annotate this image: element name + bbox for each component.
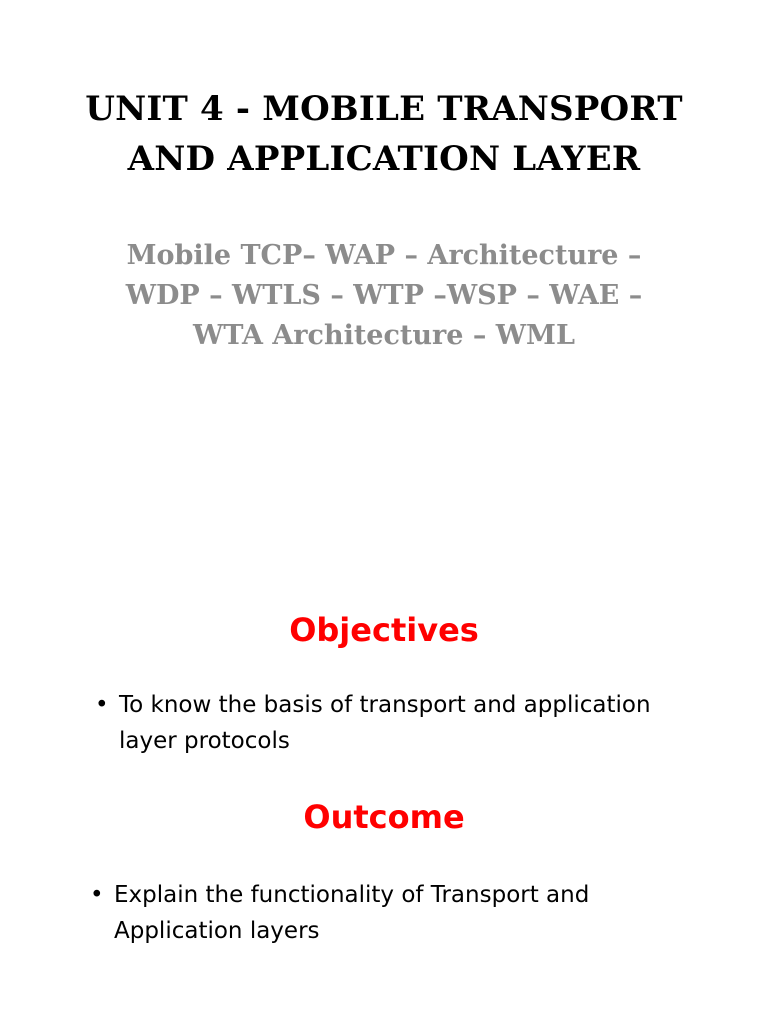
bullet-icon: • (90, 882, 104, 908)
slide-title-heading (0, 84, 768, 184)
subtitle-line-3: WTA Architecture – WML (193, 320, 575, 351)
subtitle-line-2: WDP – WTLS – WTP –WSP – WAE – (125, 280, 643, 311)
subtitle-line-1: Mobile TCP– WAP – Architecture – (126, 240, 642, 271)
outcome-heading: Outcome (303, 798, 465, 836)
outcome-bullet (90, 877, 690, 949)
title-line-1: UNIT 4 - MOBILE TRANSPORT (85, 89, 683, 129)
slide-subtitle (0, 236, 768, 356)
slide-objectives (0, 560, 768, 1024)
outcome-bullet-text: Explain the functionality of Transport and Application layers (114, 882, 590, 944)
bullet-icon: • (95, 692, 109, 718)
title-line-2: AND APPLICATION LAYER (127, 139, 641, 179)
objectives-bullet (95, 687, 695, 759)
objectives-bullet-text: To know the basis of transport and application layer protocols (119, 692, 651, 754)
objectives-heading: Objectives (289, 611, 479, 649)
